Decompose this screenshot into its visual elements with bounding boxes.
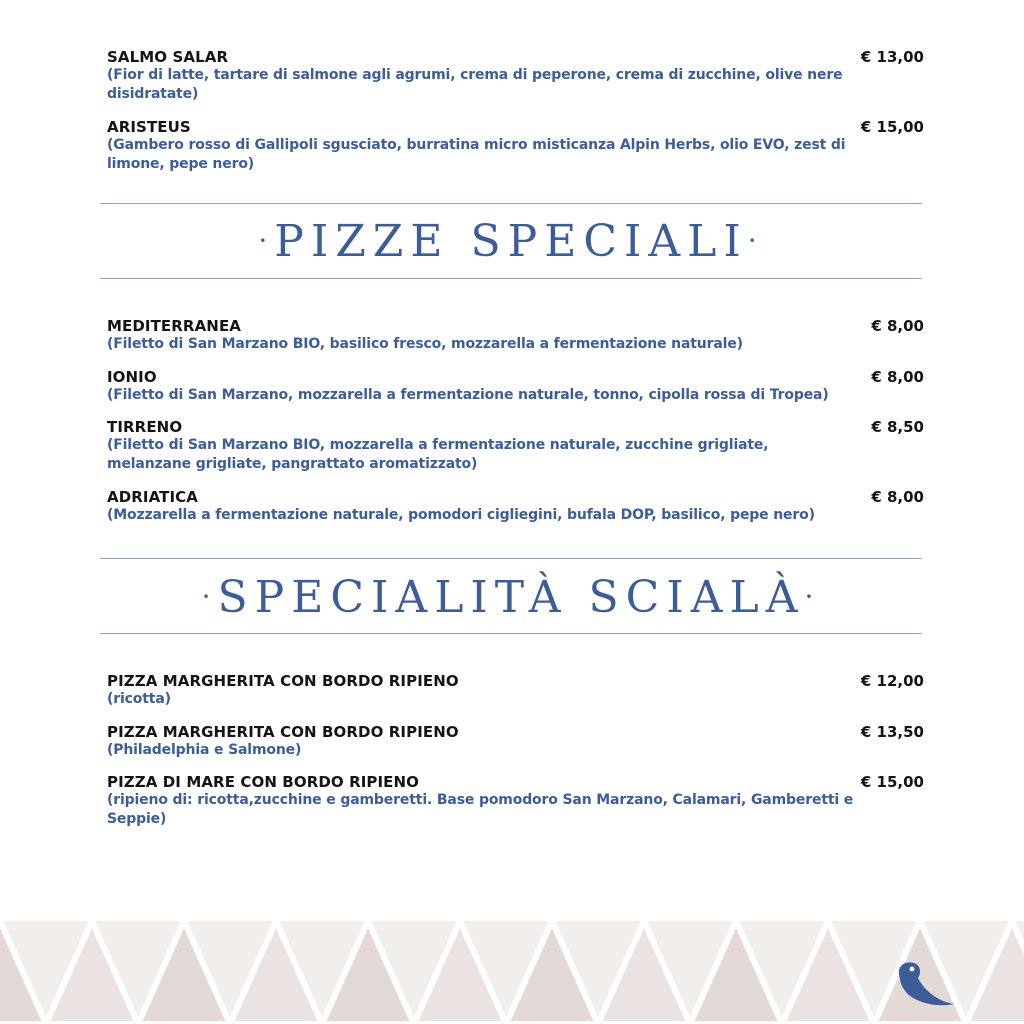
footer-triangle-pattern bbox=[0, 921, 1024, 1024]
item-description: (Filetto di San Marzano BIO, mozzarella a fermentazione naturale, zucchine grigliate, melanzane grigliate, pangrattato aromatizzato) bbox=[107, 437, 769, 472]
item-description: (Mozzarella a fermentazione naturale, pomodori cigliegini, bufala DOP, basilico, pepe nero) bbox=[107, 507, 815, 523]
section-divider-bottom bbox=[100, 633, 922, 634]
section-title-text: PIZZE SPECIALI bbox=[274, 216, 748, 267]
item-description: (Filetto di San Marzano BIO, basilico fresco, mozzarella a fermentazione naturale) bbox=[107, 336, 743, 352]
item-price: € 8,00 bbox=[871, 317, 924, 335]
menu-item-ionio bbox=[107, 368, 924, 405]
menu-item-margherita-philadelphia bbox=[107, 723, 924, 760]
menu-item-tirreno bbox=[107, 418, 924, 474]
item-price: € 8,00 bbox=[871, 488, 924, 506]
item-price: € 8,00 bbox=[871, 368, 924, 386]
section-divider-top bbox=[100, 558, 922, 559]
item-name: ARISTEUS bbox=[107, 118, 191, 136]
section-title-pizze-speciali bbox=[100, 216, 922, 271]
item-description: (Philadelphia e Salmone) bbox=[107, 742, 302, 758]
item-description: (Gambero rosso di Gallipoli sgusciato, burratina micro misticanza Alpin Herbs, olio EVO, zest di limone, pepe nero) bbox=[107, 137, 846, 172]
item-name: PIZZA DI MARE CON BORDO RIPIENO bbox=[107, 773, 420, 791]
item-description: (Fior di latte, tartare di salmone agli agrumi, crema di peperone, crema di zucchine, olive nere disidratate) bbox=[107, 67, 843, 102]
section-divider-top bbox=[100, 203, 922, 204]
item-name: TIRRENO bbox=[107, 418, 183, 436]
item-name: ADRIATICA bbox=[107, 488, 198, 506]
menu-item-aristeus bbox=[107, 118, 924, 174]
menu-item-margherita-ricotta bbox=[107, 672, 924, 709]
item-description: (ricotta) bbox=[107, 691, 171, 707]
item-name: SALMO SALAR bbox=[107, 48, 229, 66]
title-dot-right: · bbox=[804, 579, 821, 613]
item-price: € 8,50 bbox=[871, 418, 924, 436]
section-divider-bottom bbox=[100, 278, 922, 279]
title-dot-left: · bbox=[258, 223, 275, 257]
menu-item-pizza-di-mare bbox=[107, 773, 924, 829]
item-description: (ripieno di: ricotta,zucchine e gamberetti. Base pomodoro San Marzano, Calamari, Gamberetti e Seppie) bbox=[107, 792, 854, 827]
menu-item-mediterranea bbox=[107, 317, 924, 354]
item-price: € 15,00 bbox=[860, 118, 924, 136]
item-name: MEDITERRANEA bbox=[107, 317, 242, 335]
item-price: € 13,00 bbox=[860, 48, 924, 66]
section-title-specialita-sciala bbox=[100, 572, 922, 627]
item-name: PIZZA MARGHERITA CON BORDO RIPIENO bbox=[107, 672, 459, 690]
item-price: € 12,00 bbox=[860, 672, 924, 690]
menu-item-salmo-salar bbox=[107, 48, 924, 104]
section-title-text: SPECIALITÀ SCIALÀ bbox=[217, 572, 805, 623]
menu-item-adriatica bbox=[107, 488, 924, 525]
title-dot-right: · bbox=[747, 223, 764, 257]
title-dot-left: · bbox=[201, 579, 218, 613]
item-price: € 13,50 bbox=[860, 723, 924, 741]
item-name: PIZZA MARGHERITA CON BORDO RIPIENO bbox=[107, 723, 459, 741]
item-name: IONIO bbox=[107, 368, 157, 386]
item-description: (Filetto di San Marzano, mozzarella a fermentazione naturale, tonno, cipolla rossa di Tropea) bbox=[107, 387, 829, 403]
item-price: € 15,00 bbox=[860, 773, 924, 791]
triangle-pattern-group bbox=[0, 921, 1024, 1024]
